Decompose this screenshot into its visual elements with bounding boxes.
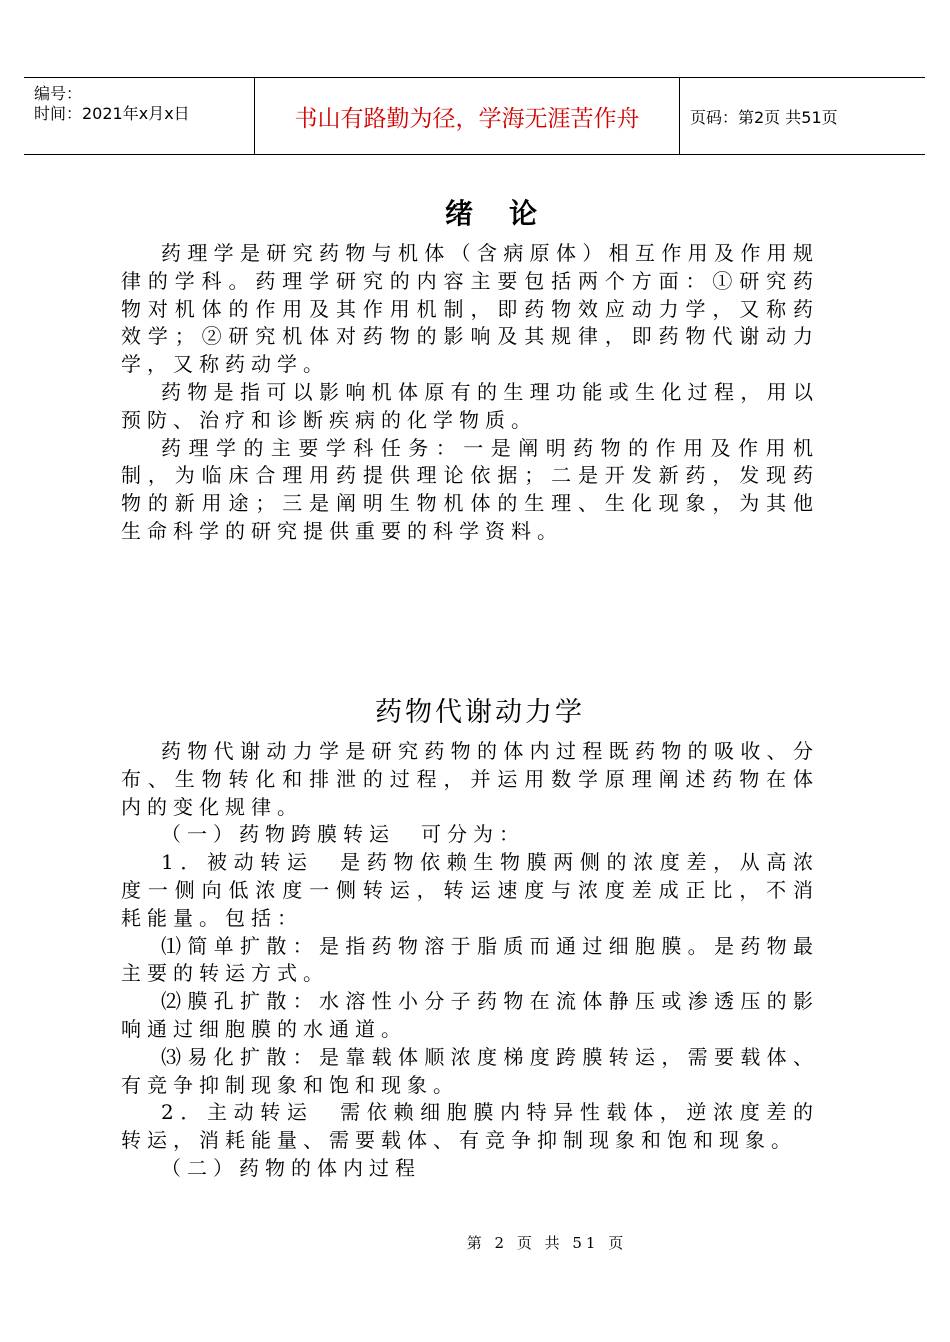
document-date-label: 时间：2021年x月x日 [34,104,190,123]
section-title-pharmacokinetics: 药物代谢动力学 [375,697,585,728]
paragraph: ⑴简单扩散：是指药物溶于脂质而通过细胞膜。是药物最主要的转运方式。 [121,933,819,986]
paragraph: 药理学是研究药物与机体（含病原体）相互作用及作用规律的学科。药理学研究的内容主要包括两个方面：①研究药物对机体的作用及其作用机制，即药物效应动力学，又称药效学；②研究机体对药物的影响及其规律，即药物代谢动力学，又称药动学。 [121,241,819,377]
header-page-cell [680,78,925,154]
paragraph: 1．被动转运 是药物依赖生物膜两侧的浓度差，从高浓度一侧向低浓度一侧转运，转运速度与浓度差成正比，不消耗能量。包括： [121,850,819,930]
paragraph: 2．主动转运 需依赖细胞膜内特异性载体，逆浓度差的转运，消耗能量、需要载体、有竞争抑制现象和饱和现象。 [121,1100,819,1153]
section-title-introduction: 绪论 [444,197,573,230]
section-introduction-body [121,240,819,546]
section-pharmacokinetics-body [121,738,819,1183]
paragraph: ⑵膜孔扩散：水溶性小分子药物在流体静压或渗透压的影响通过细胞膜的水通道。 [121,989,819,1041]
header-motto-cell [254,78,680,154]
paragraph: （一）药物跨膜转运 可分为： [161,822,525,847]
paragraph: 药理学的主要学科任务：一是阐明药物的作用及作用机制，为临床合理用药提供理论依据；二是开发新药，发现药物的新用途；三是阐明生物机体的生理、生化现象，为其他生命科学的研究提供重要的科学资料。 [121,435,819,543]
page-header [24,77,925,155]
header-motto: 书山有路勤为径，学海无涯苦作舟 [294,105,640,132]
paragraph: （二）药物的体内过程 [161,1155,421,1180]
paragraph: 药物代谢动力学是研究药物的体内过程既药物的吸收、分布、生物转化和排泄的过程，并运用数学原理阐述药物在体内的变化规律。 [121,739,819,819]
paragraph: 药物是指可以影响机体原有的生理功能或生化过程，用以预防、治疗和诊断疾病的化学物质。 [121,379,819,432]
header-meta-cell [24,78,254,154]
page-footer: 第 2 页 共 51 页 [466,1234,628,1252]
header-page-info: 页码：第2页 共51页 [690,107,838,127]
paragraph: ⑶易化扩散：是靠载体顺浓度梯度跨膜转运，需要载体、有竞争抑制现象和饱和现象。 [121,1044,819,1097]
document-number-label: 编号： [34,84,83,103]
